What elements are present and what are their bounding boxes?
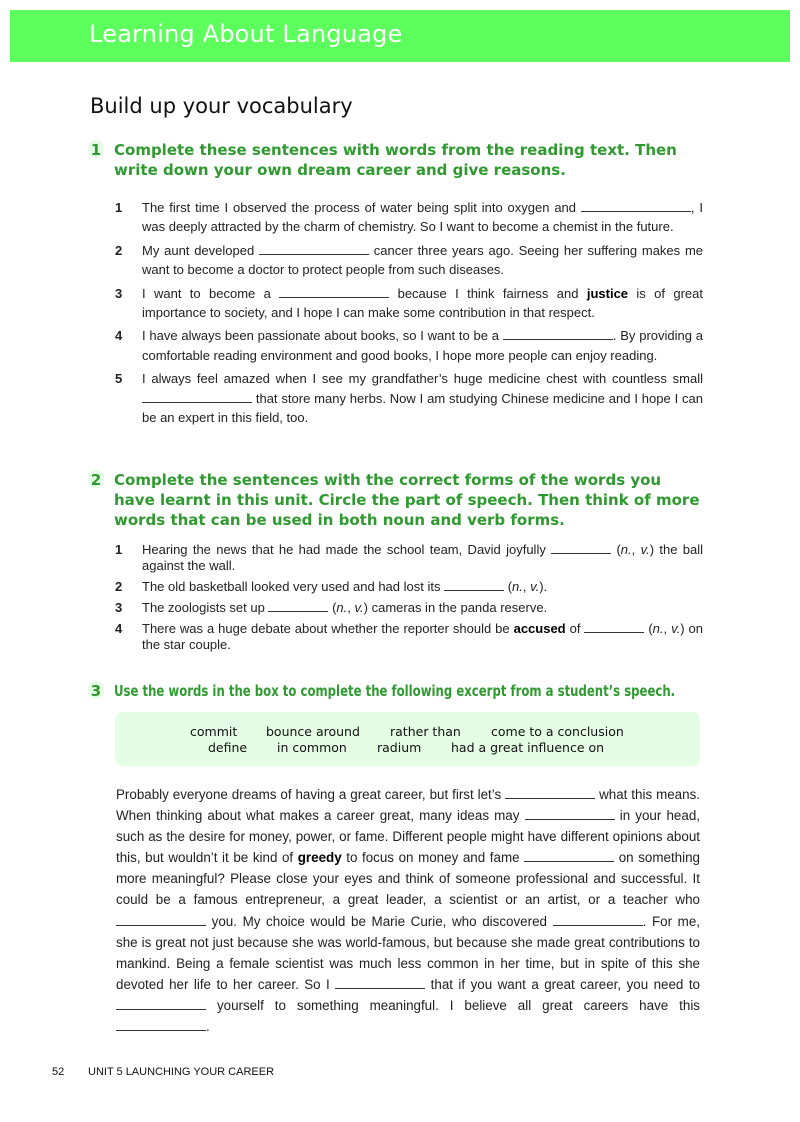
item-number: 4 [115, 328, 123, 344]
text-segment: , I was deeply attracted by the charm of chemistry. So I want to become a chemist in the future. [142, 200, 704, 235]
part-of-speech-option[interactable]: n. [620, 542, 632, 557]
text-segment: that if you want a great career, you need to [425, 976, 700, 992]
key-word: greedy [297, 850, 342, 866]
text-segment: . [206, 1019, 210, 1035]
text-segment: on something more meaningful? Please close your eyes and think of someone professional and successful. It could be a famous entrepreneur, a great leader, a scientist or an artist, or a teacher who [116, 850, 700, 908]
text-segment: , [347, 600, 355, 615]
exercise-2 [88, 470, 703, 658]
exercise-item [88, 326, 703, 365]
item-text [142, 542, 703, 574]
text-segment: I always feel amazed when I see my grandfather’s huge medicine chest with countless small [142, 371, 703, 387]
exercise-item [88, 198, 703, 237]
key-word: justice [586, 285, 629, 301]
part-of-speech-option[interactable]: v. [354, 600, 364, 615]
item-text [142, 241, 703, 280]
text-segment: ( [644, 621, 653, 636]
answer-blank[interactable] [268, 600, 328, 612]
text-segment: The first time I observed the process of water being split into oxygen and [142, 200, 581, 215]
item-number: 1 [115, 200, 123, 215]
text-segment: , [631, 542, 641, 557]
key-word: accused [513, 621, 566, 636]
answer-blank[interactable] [551, 542, 611, 554]
word-box-item: rather than [390, 724, 461, 739]
word-box-item: in common [277, 740, 347, 755]
text-segment: that store many herbs. Now I am studying Chinese medicine and I hope I can be an expert in this field, too. [142, 390, 703, 426]
part-of-speech-option[interactable]: v. [640, 542, 650, 557]
text-segment: There was a huge debate about whether the reporter should be [142, 621, 514, 636]
item-text [142, 198, 703, 237]
exercise-item [88, 284, 703, 323]
item-number: 2 [115, 579, 123, 594]
exercise-instruction: Complete these sentences with words from the reading text. Then write down your own dream career and give reasons. [114, 141, 677, 179]
part-of-speech-option[interactable]: n. [512, 579, 523, 594]
section-title: Build up your vocabulary [90, 94, 353, 118]
item-number: 4 [115, 621, 123, 636]
item-number: 1 [115, 542, 123, 557]
unit-label: UNIT 5 LAUNCHING YOUR CAREER [88, 1066, 275, 1078]
item-number: 2 [115, 242, 123, 258]
exercise-instruction: Complete the sentences with the correct forms of the words you have learnt in this unit. Circle the part of speech. Then think of more words that can be used in both noun and verb forms. [114, 471, 700, 529]
exercise-instruction: Use the words in the box to complete the following excerpt from a student’s speech. [114, 682, 676, 700]
word-box [115, 712, 700, 766]
answer-blank[interactable] [279, 286, 389, 298]
answer-blank[interactable] [116, 998, 206, 1010]
text-segment: because I think fairness and [389, 285, 587, 301]
text-segment: . By providing a comfortable reading environment and good books, I hope more people can enjoy reading. [142, 328, 703, 363]
text-segment: is of great importance to society, and I hope I can make some contribution in that respect. [142, 285, 703, 321]
part-of-speech-option[interactable]: n. [652, 621, 664, 636]
exercise-3 [88, 681, 703, 701]
item-text [142, 284, 703, 323]
text-segment: to focus on money and fame [341, 850, 525, 866]
text-segment: The old basketball looked very used and had lost its [142, 579, 445, 594]
answer-blank[interactable] [335, 977, 425, 989]
word-box-item: come to a conclusion [491, 724, 624, 739]
text-segment: , [522, 579, 531, 594]
item-number: 3 [115, 285, 123, 301]
answer-blank[interactable] [581, 200, 691, 212]
text-segment: My aunt developed [142, 242, 259, 258]
text-segment: ) on the star couple. [142, 621, 703, 652]
text-segment: of [565, 621, 585, 636]
exercise-item [88, 369, 703, 427]
word-box-item: bounce around [266, 724, 360, 739]
answer-blank[interactable] [116, 1019, 206, 1031]
text-segment: cancer three years ago. Seeing her suffering makes me want to become a doctor to protect people from such diseases. [142, 242, 703, 278]
text-segment: . For me, she is great not just because she was world-famous, but because she made great contributions to mankind. Being a female scientist was much less common in her time, but in spite of this she devoted her life to her career. So I [116, 913, 700, 992]
item-number: 3 [115, 600, 123, 615]
text-segment: you. My choice would be Marie Curie, who discovered [206, 913, 553, 929]
item-number: 5 [115, 371, 123, 387]
exercise-1 [88, 140, 703, 431]
text-segment: Probably everyone dreams of having a great career, but first let’s [116, 787, 506, 802]
exercise-item [88, 621, 703, 653]
answer-blank[interactable] [525, 808, 615, 820]
text-segment: ) the ball against the wall. [142, 542, 703, 573]
word-box-item: define [208, 740, 248, 755]
text-segment: ) cameras in the panda reserve. [363, 600, 548, 615]
exercise-number: 3 [88, 681, 104, 699]
item-text [142, 579, 703, 595]
text-segment: , [663, 621, 672, 636]
answer-blank[interactable] [142, 391, 252, 403]
answer-blank[interactable] [259, 243, 369, 255]
text-segment: yourself to something meaningful. I believe all great careers have this [206, 997, 700, 1013]
exercise-number: 2 [88, 470, 104, 488]
item-text [142, 600, 703, 616]
text-segment: The zoologists set up [142, 600, 269, 615]
exercise-number: 1 [88, 140, 104, 158]
page-number: 52 [52, 1066, 65, 1078]
exercise-2-items [88, 542, 703, 653]
answer-blank[interactable] [503, 328, 613, 340]
answer-blank[interactable] [444, 579, 504, 591]
item-text [142, 621, 703, 653]
text-segment: ( [328, 600, 337, 615]
speech-passage [116, 784, 700, 1037]
exercise-item [88, 579, 703, 595]
word-box-item: radium [377, 740, 422, 755]
header-bar [10, 10, 790, 62]
answer-blank[interactable] [524, 850, 614, 862]
text-segment: I want to become a [142, 285, 280, 301]
text-segment: in your head, such as the desire for money, power, or fame. Different people might have different opinions about this, but wouldn’t it be kind of [116, 808, 700, 866]
text-segment: ). [539, 579, 548, 594]
text-segment: ( [504, 579, 513, 594]
exercise-1-items [88, 198, 703, 427]
exercise-item [88, 600, 703, 616]
part-of-speech-option[interactable]: n. [336, 600, 348, 615]
item-text [142, 326, 703, 365]
answer-blank[interactable] [116, 914, 206, 926]
part-of-speech-option[interactable]: v. [671, 621, 681, 636]
exercise-item [88, 542, 703, 574]
text-segment: ( [611, 542, 621, 557]
part-of-speech-option[interactable]: v. [530, 579, 540, 594]
answer-blank[interactable] [584, 621, 644, 633]
word-box-item: commit [190, 724, 238, 739]
page-title: Learning About Language [89, 20, 403, 48]
exercise-item [88, 241, 703, 280]
text-segment: what this means. When thinking about what makes a career great, many ideas may [116, 787, 700, 824]
text-segment: Hearing the news that he had made the school team, David joyfully [142, 542, 552, 557]
answer-blank[interactable] [553, 914, 643, 926]
item-text [142, 369, 703, 427]
word-box-item: had a great influence on [451, 740, 605, 755]
answer-blank[interactable] [505, 787, 595, 799]
text-segment: I have always been passionate about books, so I want to be a [142, 328, 503, 344]
